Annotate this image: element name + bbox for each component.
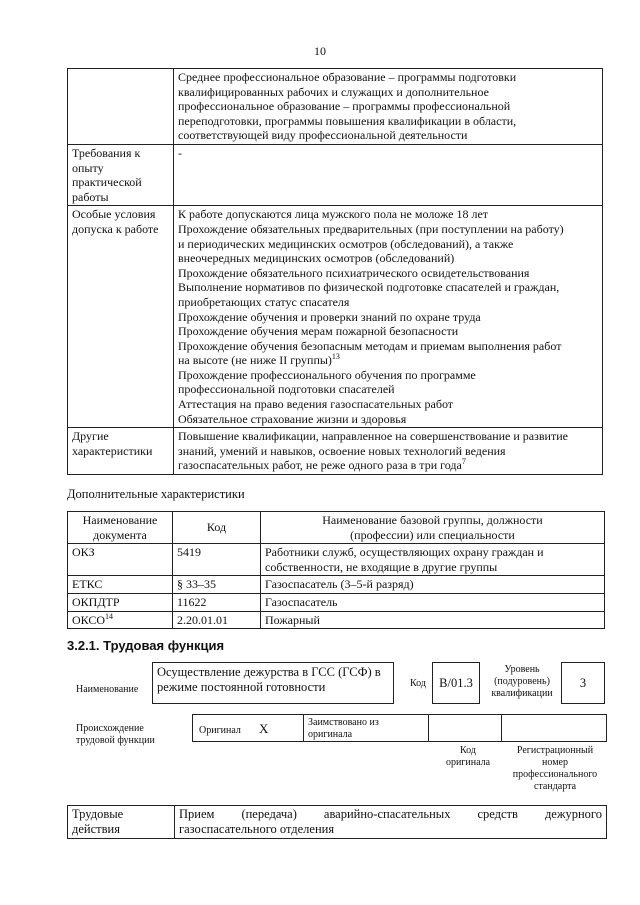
table-row: ОКПДТР 11622 Газоспасатель <box>68 593 605 611</box>
level-box: 3 <box>561 662 605 704</box>
labor-actions-table <box>67 805 607 839</box>
page-number: 10 <box>314 44 326 58</box>
reg-number-box <box>501 714 607 742</box>
table-row <box>68 806 607 839</box>
special-conditions-row <box>68 206 603 428</box>
function-name-box: Осуществление дежурства в ГСС (ГСФ) в режиме постоянной готовности <box>152 662 394 704</box>
original-mark: X <box>259 721 269 736</box>
table-row: ОКСО$^{14}$ 2.20.01.01 Пожарный <box>68 611 605 629</box>
origin-label: Происхождение трудовой функции <box>76 723 155 746</box>
footnote-ref: 7 <box>461 457 466 467</box>
function-code-label: Код <box>410 678 426 689</box>
labor-actions-label: Трудовые действия <box>68 806 175 839</box>
extra-characteristics-title: Дополнительные характеристики <box>67 487 245 501</box>
table-row: ОКЗ 5419 Работники служб, осуществляющих охрану граждан и собственности, не входящие в другие группы <box>68 544 605 576</box>
qualification-table <box>67 68 603 475</box>
header-name: Наименование базовой группы, должности (профессии) или специальности <box>261 512 605 544</box>
table-row: ЕТКС § 33–35 Газоспасатель (3–5-й разряд) <box>68 576 605 594</box>
reg-number-label: Регистрационный номер профессионального стандарта <box>512 745 598 792</box>
function-name-label: Наименование <box>76 684 139 695</box>
experience-row <box>68 144 603 205</box>
special-conditions-label: Особые условия допуска к работе <box>68 206 174 428</box>
experience-value: - <box>174 144 603 205</box>
special-conditions-value: К работе допускаются лица мужского пола не моложе 18 лет Прохождение обязательных предварительных (при поступлении на работу) и периодических медицинских осмотров (обследований), а также внеочередных медицинских осмотров (обследований) Прохождение обязательного психиатрического освидетельствования Выполнение нормативов по физической подготовке спасателей и граждан, приобретающих статус спасателя Прохождение обучения и проверки знаний по охране труда Прохождение обучения мерам пожарной безопасности Прохождение обучения безопасным методам и приемам выполнения работ на высоте (не ниже II группы)$^{13}$ Прохождение профессионального обучения по программе профессиональной подготовки спасателей Аттестация на право ведения газоспасательных работ Обязательное страхование жизни и здоровья <box>174 206 603 428</box>
footnote-ref: 14 <box>105 611 114 621</box>
education-row <box>68 69 603 145</box>
labor-actions-value: Прием (передача) аварийно-спасательных средств дежурного газоспасательного отделения <box>175 806 607 839</box>
header-document: Наименование документа <box>68 512 173 544</box>
level-label: Уровень (подуровень) квалификации <box>491 664 553 699</box>
other-characteristics-label: Другие характеристики <box>68 428 174 475</box>
education-label-cell <box>68 69 174 145</box>
section-title: 3.2.1. Трудовая функция <box>67 638 225 653</box>
experience-label: Требования к опыту практической работы <box>68 144 174 205</box>
borrowed-box: Заимствовано из оригинала <box>303 714 429 742</box>
original-box: Оригинал X <box>192 714 304 742</box>
other-characteristics-value: Повышение квалификации, направленное на совершенствование и развитие знаний, умений и навыков, освоение новых технологий ведения газоспасательных работ, не реже одного раза в три года$^7$ <box>174 428 603 475</box>
table-header <box>68 512 605 544</box>
other-characteristics-row <box>68 428 603 475</box>
function-code-box: B/01.3 <box>432 662 480 704</box>
header-code: Код <box>173 512 261 544</box>
footnote-ref: 13 <box>331 352 340 362</box>
code-original-box <box>428 714 502 742</box>
extra-characteristics-table <box>67 511 605 629</box>
code-original-label: Код оригинала <box>445 745 491 768</box>
education-cell: Среднее профессиональное образование – программы подготовки квалифицированных рабочих и служащих и дополнительное профессиональное образование – программы профессиональной переподготовки, программы повышения квалификации в области, соответствующей виду профессиональной деятельности <box>174 69 603 145</box>
